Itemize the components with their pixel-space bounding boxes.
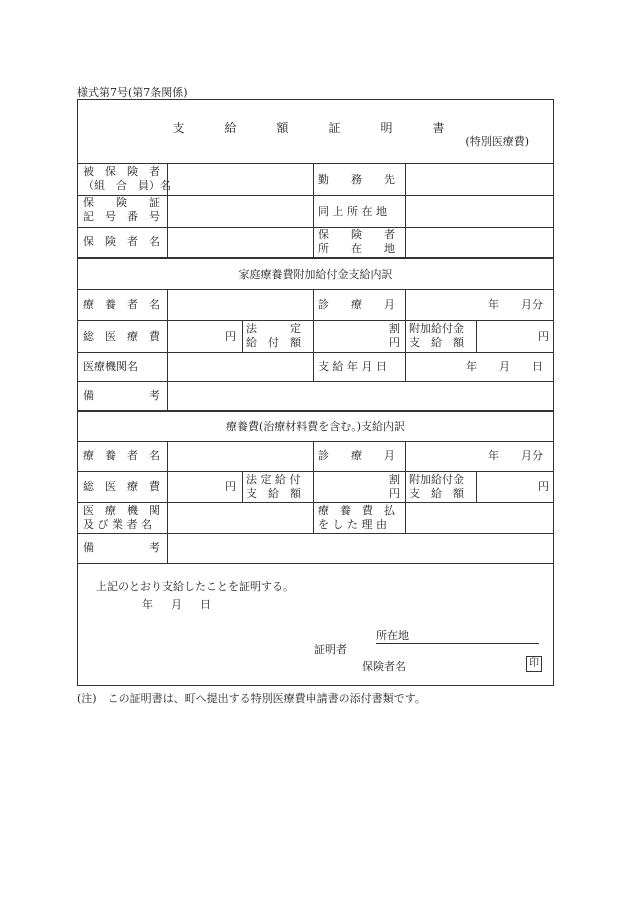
s1-additional-benefit-label: 附加給付金 支 給 額 <box>409 322 464 350</box>
s1-additional-yen: 円 <box>538 330 549 343</box>
s1-statutory-benefit-label: 法 定 給 付 額 <box>246 322 301 350</box>
form-number: 様式第7号(第7条関係) <box>77 86 188 99</box>
workplace-label: 勤 務 先 <box>318 173 395 186</box>
s2-additional-yen: 円 <box>538 480 549 493</box>
s2-total-medical-cost-label: 総 医 療 費 <box>83 480 160 493</box>
s1-patient-name-label: 療 養 者 名 <box>83 298 160 311</box>
s2-additional-benefit-label: 附加給付金 支 給 額 <box>409 473 464 501</box>
certificate-form <box>77 99 554 686</box>
s1-rate-yen: 割 円 <box>389 322 400 350</box>
s2-total-yen: 円 <box>225 480 236 493</box>
s1-year-month: 年 月分 <box>488 298 543 311</box>
s1-treatment-month-label: 診 療 月 <box>318 298 395 311</box>
s1-payment-date-ymd: 年 月 日 <box>466 360 543 373</box>
address-field: 所在地 <box>376 627 539 644</box>
s2-patient-name-label: 療 養 者 名 <box>83 449 160 462</box>
insurer-location-label: 保 険 者 所 在 地 <box>318 228 395 256</box>
insurer-name-label: 保険者名 <box>362 660 406 673</box>
s1-payment-date-label: 支 給 年 月 日 <box>318 360 387 373</box>
s1-institution-name-label: 医療機関名 <box>83 360 138 373</box>
form-subtitle: (特別医療費) <box>465 135 529 148</box>
s2-reason-label: 療 養 費 払 を し た 理 由 <box>318 504 395 532</box>
seal-box: 印 <box>526 656 542 672</box>
s2-remarks-label: 備 考 <box>83 541 160 554</box>
certification-date: 年 月 日 <box>142 598 211 611</box>
s1-remarks-label: 備 考 <box>83 389 160 402</box>
insurer-name-label: 保 険 者 名 <box>83 235 160 248</box>
s2-year-month: 年 月分 <box>488 449 543 462</box>
same-location-label: 同 上 所 在 地 <box>318 205 387 218</box>
form-title: 支 給 額 証 明 書 <box>172 121 459 135</box>
s2-rate-yen: 割 円 <box>389 473 400 501</box>
section2-heading: 療養費(治療材料費を含む。)支給内訳 <box>225 420 406 433</box>
s1-total-yen: 円 <box>225 330 236 343</box>
footnote: (注) この証明書は、町へ提出する特別医療費申請書の添付書類です。 <box>77 692 426 705</box>
s2-statutory-benefit-label: 法 定 給 付 支 給 額 <box>246 473 301 501</box>
s1-total-medical-cost-label: 総 医 療 費 <box>83 330 160 343</box>
s2-institution-label: 医 療 機 関 及 び 業 者 名 <box>83 504 160 532</box>
s2-treatment-month-label: 診 療 月 <box>318 449 395 462</box>
certification-statement: 上記のとおり支給したことを証明する。 <box>96 580 294 593</box>
section1-heading: 家庭療養費附加給付金支給内訳 <box>238 268 393 281</box>
certifier-label: 証明者 <box>314 643 347 656</box>
insurance-card-symbol-number-label: 保 険 証 記 号 番 号 <box>83 196 160 224</box>
insured-union-member-label: 被 保 険 者 （組 合 員）名 <box>83 165 171 193</box>
